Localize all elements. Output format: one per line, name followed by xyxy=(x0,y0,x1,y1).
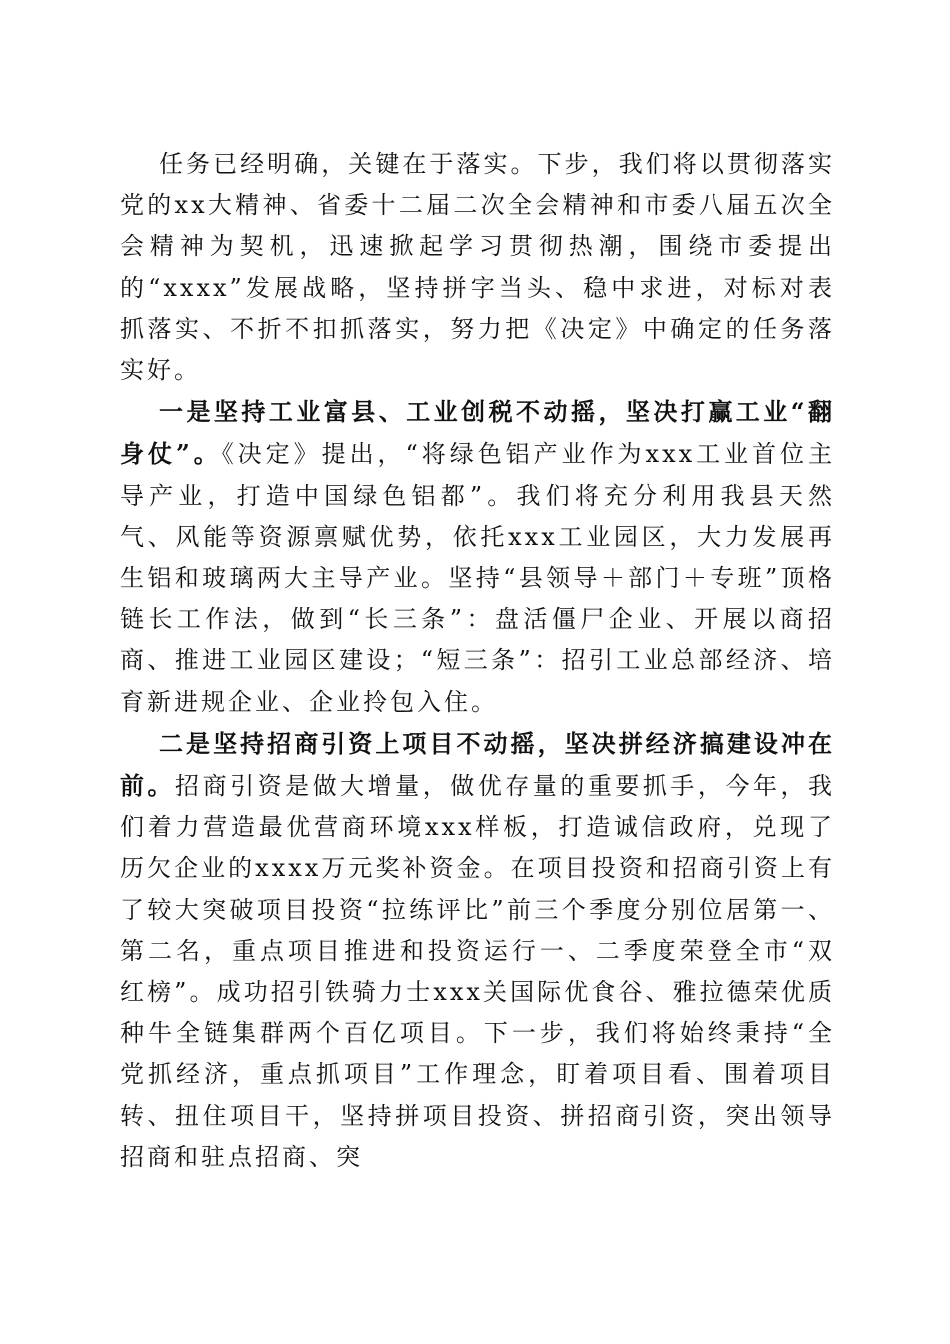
paragraph-3-text: 招商引资是做大增量，做优存量的重要抓手，今年，我们着力营造最优营商环境xxx样板，打造诚信政府，兑现了历欠企业的xxxx万元奖补资金。在项目投资和招商引资上有了较大突破项目投资“拉练评比”前三个季度分别位居第一、第二名，重点项目推进和投资运行一、二季度荣登全市“双红榜”。成功招引铁骑力士xxx关国际优食谷、雅拉德荣优质种牛全链集群两个百亿项目。下一步，我们将始终秉持“全党抓经济，重点抓项目”工作理念，盯着项目看、围着项目转、扭住项目干，坚持拼项目投资、拼招商引资，突出领导招商和驻点招商、突 xyxy=(120,772,836,1171)
paragraph-1-text: 任务已经明确，关键在于落实。下步，我们将以贯彻落实党的xx大精神、省委十二届二次全会精神和市委八届五次全会精神为契机，迅速掀起学习贯彻热潮，围绕市委提出的“xxxx”发展战略，坚持拼字当头、稳中求进，对标对表抓落实、不折不扣抓落实，努力把《决定》中确定的任务落实好。 xyxy=(120,150,835,385)
paragraph-2-lead: 一是坚持工业富县、工业创税不动摇，坚决打赢工业“翻身仗”。 xyxy=(120,397,835,469)
paragraph-2-text: 《决定》提出，“将绿色铝产业作为xxx工业首位主导产业，打造中国绿色铝都”。我们将充分利用我县天然气、风能等资源禀赋优势，依托xxx工业园区，大力发展再生铝和玻璃两大主导产业。坚持“县领导＋部门＋专班”顶格链长工作法，做到“长三条”：盘活僵尸企业、开展以商招商、推进工业园区建设；“短三条”：招引工业总部经济、培育新进规企业、企业拎包入住。 xyxy=(120,440,835,716)
paragraph-1 xyxy=(120,143,835,391)
document-body xyxy=(120,143,835,1178)
paragraph-3-lead: 二是坚持招商引资上项目不动摇，坚决拼经济搞建设冲在前。 xyxy=(120,728,835,801)
paragraph-2 xyxy=(120,391,835,723)
paragraph-3 xyxy=(120,723,835,1178)
